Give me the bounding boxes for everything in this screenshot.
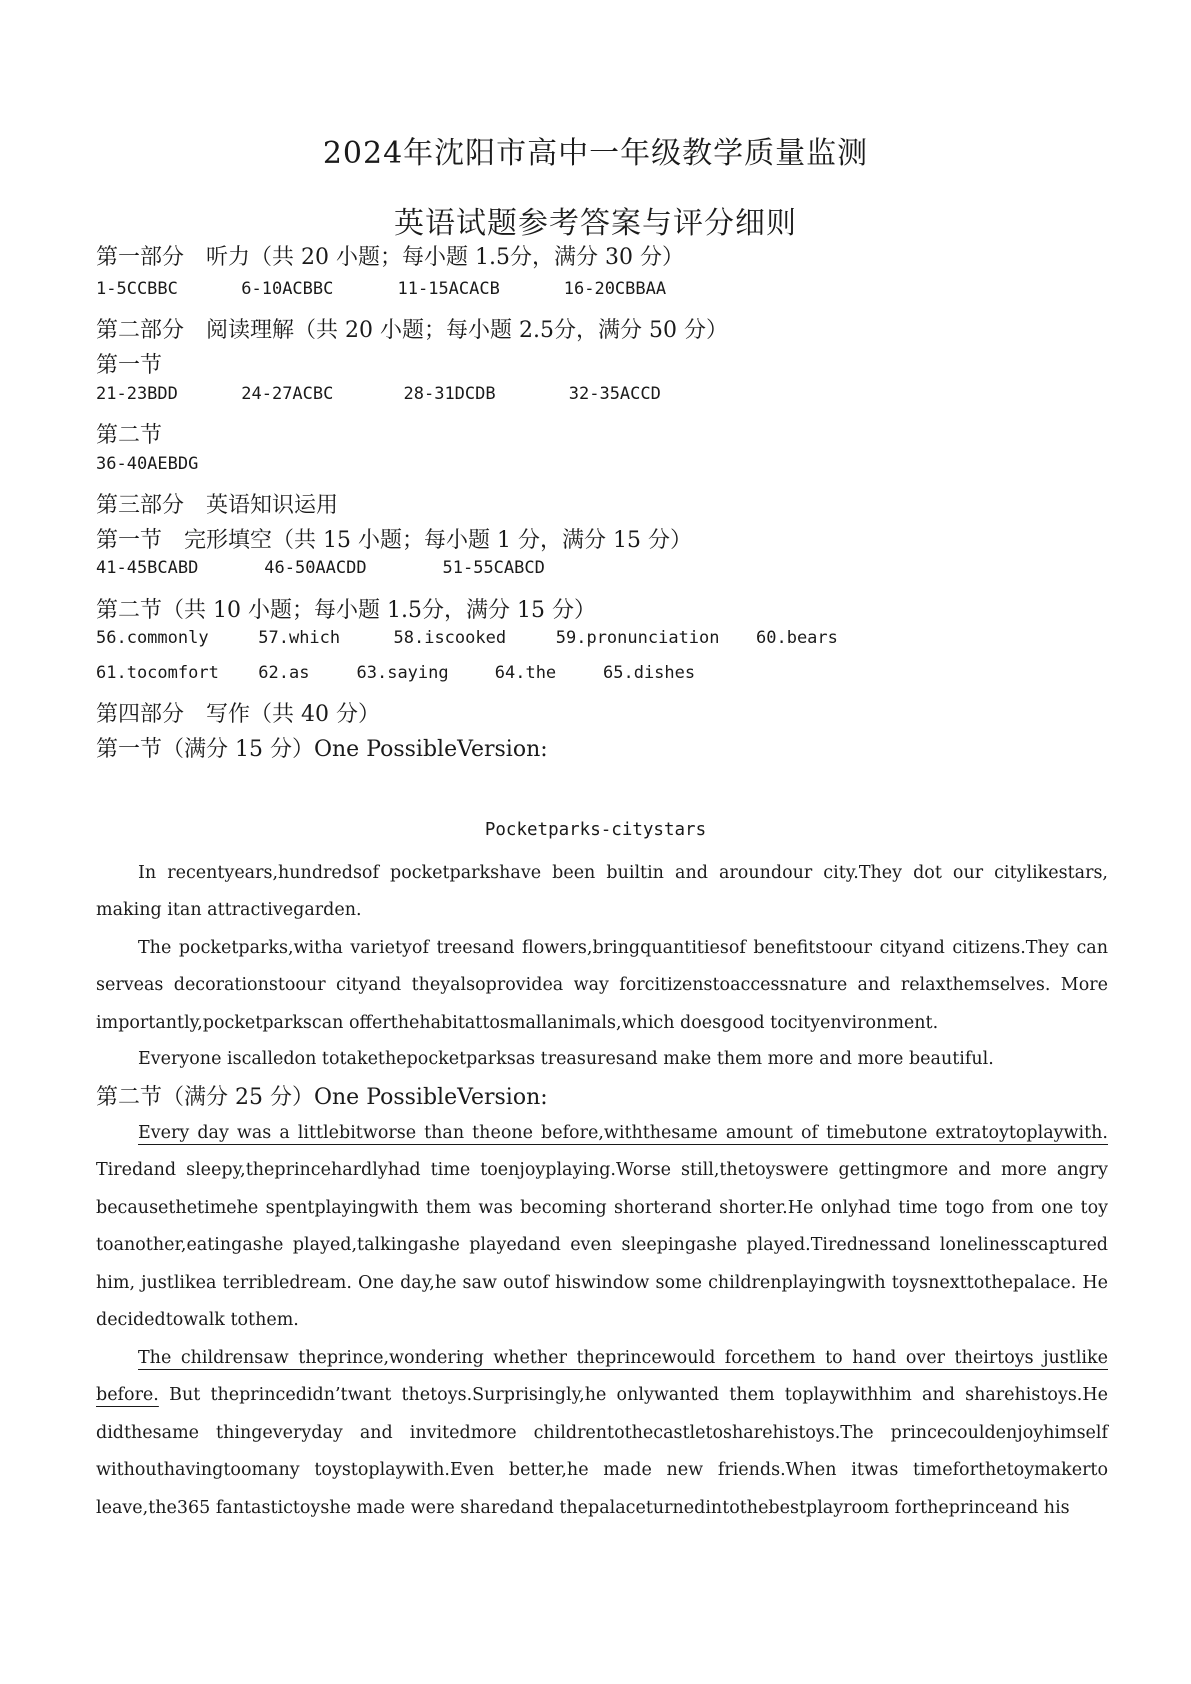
answer-group: 41-45BCABD — [96, 558, 199, 578]
essay1-paragraph — [96, 1041, 1108, 1078]
part2-heading: 第二部分 阅读理解（共 20 小题；每小题 2.5分，满分 50 分） — [96, 318, 728, 343]
answer-item: 60.bears — [756, 628, 838, 648]
document-title: 2024年沈阳市高中一年级教学质量监测 — [322, 136, 869, 171]
answer-group: 21-23BDD — [96, 384, 178, 404]
part4-section2-heading: 第二节（满分 25 分）One PossibleVersion: — [96, 1085, 548, 1110]
answer-item: 58.iscooked — [393, 628, 507, 648]
essay1-paragraph — [96, 855, 1108, 930]
answer-item: 56.commonly — [96, 628, 209, 648]
part1-answers — [96, 279, 666, 299]
answer-group: 32-35ACCD — [568, 384, 661, 404]
part2-section1-heading: 第一节 — [96, 353, 163, 378]
answer-group: 36-40AEBDG — [96, 454, 199, 474]
essay1-paragraph — [96, 930, 1108, 1042]
part3-section2-answers-row1 — [96, 628, 838, 648]
answer-group: 16-20CBBAA — [563, 279, 667, 299]
part2-section2-heading: 第二节 — [96, 423, 163, 448]
essay2-opening-sentence: Every day was a littlebitworse than theone before,withthesame amount of timebutone extratoytoplaywith. — [138, 1123, 1108, 1143]
part4-section1-heading: 第一节（满分 15 分）One PossibleVersion: — [96, 737, 548, 762]
answer-group: 51-55CABCD — [442, 558, 545, 578]
answer-group: 46-50AACDD — [264, 558, 367, 578]
essay2-paragraph — [96, 1115, 1108, 1339]
document-subtitle: 英语试题参考答案与评分细则 — [394, 206, 797, 241]
essay2-paragraph-text: Tiredand sleepy,theprincehardlyhad time toenjoyplaying.Worse still,thetoyswere gettingmore and more angry becausethetimehe spentplayingwith them was becoming shorterand shorter.He onlyhad time togo from one toy toanother,eatingashe played,talkingashe playedand even sleepingashe played.Tirednessand lonelinesscaptured him, justlikea terribledream. One day,he saw outof hiswindow some childrenplayingwith toysnexttothepalace. He decidedtowalk tothem. — [96, 1160, 1108, 1331]
essay2-opening-sentence: The childrensaw theprince,wondering whether theprincewould forcethem to hand over theirtoys justlike before. — [96, 1348, 1108, 1406]
answer-group: 11-15ACACB — [397, 279, 500, 299]
answer-item: 61.tocomfort — [96, 663, 219, 683]
essay2-paragraph-text: But theprincedidn’twant thetoys.Surprisingly,he onlywanted them toplaywithhim and sharehistoys.He didthesame thingeveryday and invitedmore childrentothecastletosharehistoys.The princecouldenjoyhimself withouthavingtoomany toystoplaywith.Even better,he made new friends.When itwas timeforthetoymakerto leave,the365 fantastictoyshe made were sharedand thepalaceturnedintothebestplayroom fortheprinceand his — [96, 1385, 1108, 1518]
essay1-paragraph-text: In recentyears,hundredsof pocketparkshave been builtin and aroundour city.They dot our citylikestars, making itan attractivegarden. — [96, 863, 1108, 921]
essay1-paragraph-text: The pocketparks,witha varietyof treesand flowers,bringquantitiesof benefitstoour cityand citizens.They can serveas decorationstoour cityand theyalsoprovidea way forcitizenstoaccessnature and relaxthemselves. More importantly,pocketparkscan offerthehabitattosmallanimals,which doesgood tocityenvironment. — [96, 938, 1108, 1033]
part2-section1-answers — [96, 384, 661, 404]
part3-section1-answers — [96, 558, 545, 578]
answer-item: 63.saying — [356, 663, 449, 683]
answer-item: 65.dishes — [603, 663, 696, 683]
essay2-paragraph — [96, 1340, 1108, 1527]
part4-heading: 第四部分 写作（共 40 分） — [96, 702, 380, 727]
answer-group: 28-31DCDB — [403, 384, 496, 404]
answer-item: 62.as — [258, 663, 310, 683]
answer-item: 64.the — [494, 663, 557, 683]
part1-heading: 第一部分 听力（共 20 小题；每小题 1.5分，满分 30 分） — [96, 245, 684, 270]
answer-group: 24-27ACBC — [241, 384, 334, 404]
part3-section1-heading: 第一节 完形填空（共 15 小题；每小题 1 分，满分 15 分） — [96, 528, 692, 553]
part3-section2-heading: 第二节（共 10 小题；每小题 1.5分，满分 15 分） — [96, 598, 596, 623]
answer-group: 6-10ACBBC — [241, 279, 334, 299]
answer-group: 1-5CCBBC — [96, 279, 178, 299]
answer-item: 57.which — [258, 628, 341, 648]
answer-item: 59.pronunciation — [555, 628, 720, 648]
part2-section2-answers — [96, 454, 198, 474]
part3-section2-answers-row2 — [96, 663, 695, 683]
essay1-paragraph-text: Everyone iscalledon totakethepocketparksas treasuresand make them more and more beautiful. — [138, 1049, 994, 1069]
part3-heading: 第三部分 英语知识运用 — [96, 493, 339, 518]
essay1-title: Pocketparks-citystars — [484, 820, 707, 840]
